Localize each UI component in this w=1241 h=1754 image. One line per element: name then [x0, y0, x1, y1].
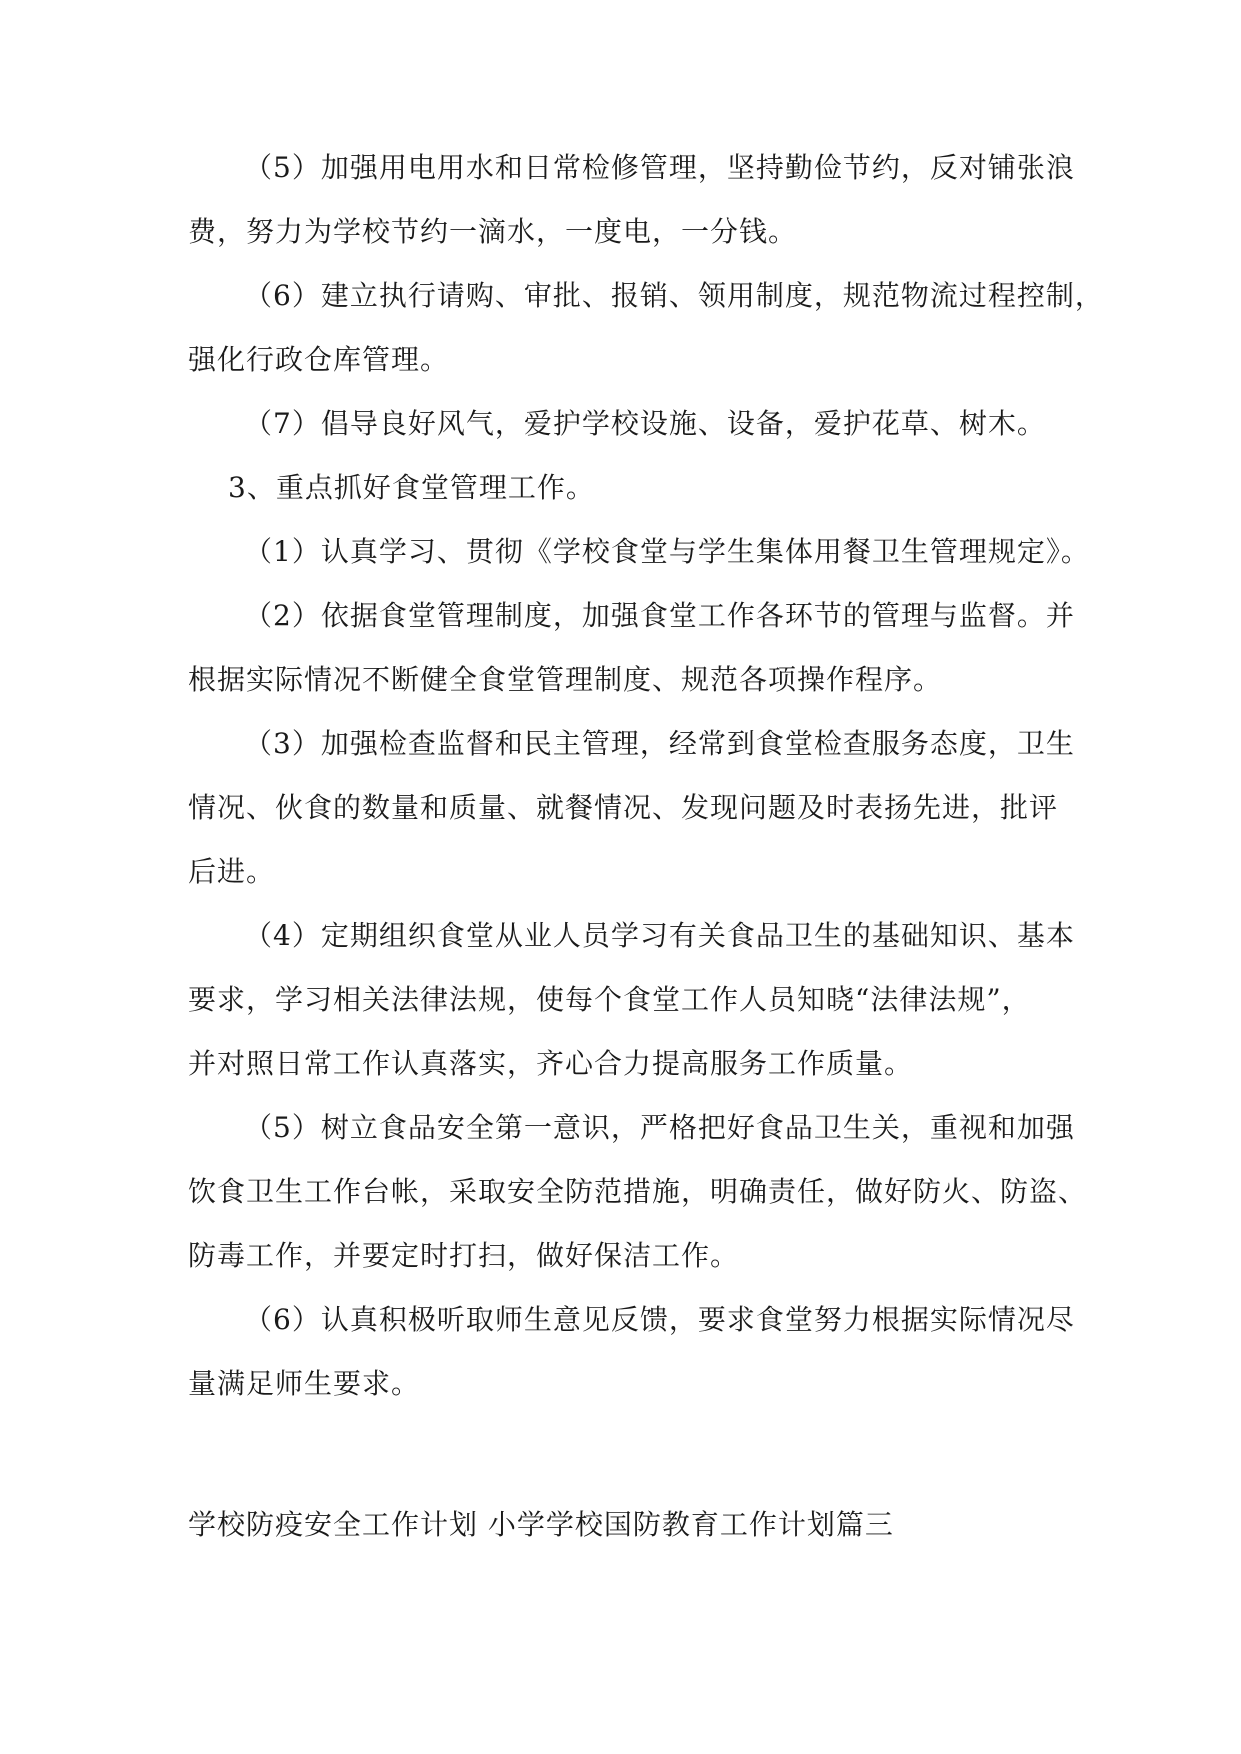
body-text	[188, 136, 1104, 1416]
text-line: （7）倡导良好风气，爱护学校设施、设备，爱护花草、树木。	[244, 407, 1046, 440]
text-line: 并对照日常工作认真落实，齐心合力提高服务工作质量。	[188, 1047, 914, 1080]
text-line: 根据实际情况不断健全食堂管理制度、规范各项操作程序。	[188, 663, 943, 696]
text-line: （6）建立执行请购、审批、报销、领用制度，规范物流过程控制，	[244, 279, 1104, 312]
text-line: 后进。	[188, 855, 276, 888]
text-line: 强化行政仓库管理。	[188, 343, 450, 376]
text-line: 情况、伙食的数量和质量、就餐情况、发现问题及时表扬先进，批评	[188, 791, 1059, 824]
subsection-heading: 3、重点抓好食堂管理工作。	[228, 471, 595, 504]
section-heading: 学校防疫安全工作计划 小学学校国防教育工作计划篇三	[188, 1508, 894, 1541]
text-line: 饮食卫生工作台帐，采取安全防范措施，明确责任，做好防火、防盗、	[188, 1175, 1088, 1208]
text-line: （5）树立食品安全第一意识，严格把好食品卫生关，重视和加强	[244, 1111, 1075, 1144]
text-line: （4）定期组织食堂从业人员学习有关食品卫生的基础知识、基本	[244, 919, 1075, 952]
text-line: （1）认真学习、贯彻《学校食堂与学生集体用餐卫生管理规定》。	[244, 535, 1090, 568]
text-line: 防毒工作，并要定时打扫，做好保洁工作。	[188, 1239, 740, 1272]
text-line: （3）加强检查监督和民主管理，经常到食堂检查服务态度，卫生	[244, 727, 1075, 760]
text-line: （5）加强用电用水和日常检修管理，坚持勤俭节约，反对铺张浪	[244, 151, 1075, 184]
text-line: （6）认真积极听取师生意见反馈，要求食堂努力根据实际情况尽	[244, 1303, 1075, 1336]
text-line: 要求，学习相关法律法规，使每个食堂工作人员知晓“法律法规”，	[188, 983, 1031, 1016]
text-line: （2）依据食堂管理制度，加强食堂工作各环节的管理与监督。并	[244, 599, 1075, 632]
text-line: 费，努力为学校节约一滴水，一度电，一分钱。	[188, 215, 798, 248]
text-line: 量满足师生要求。	[188, 1367, 421, 1400]
